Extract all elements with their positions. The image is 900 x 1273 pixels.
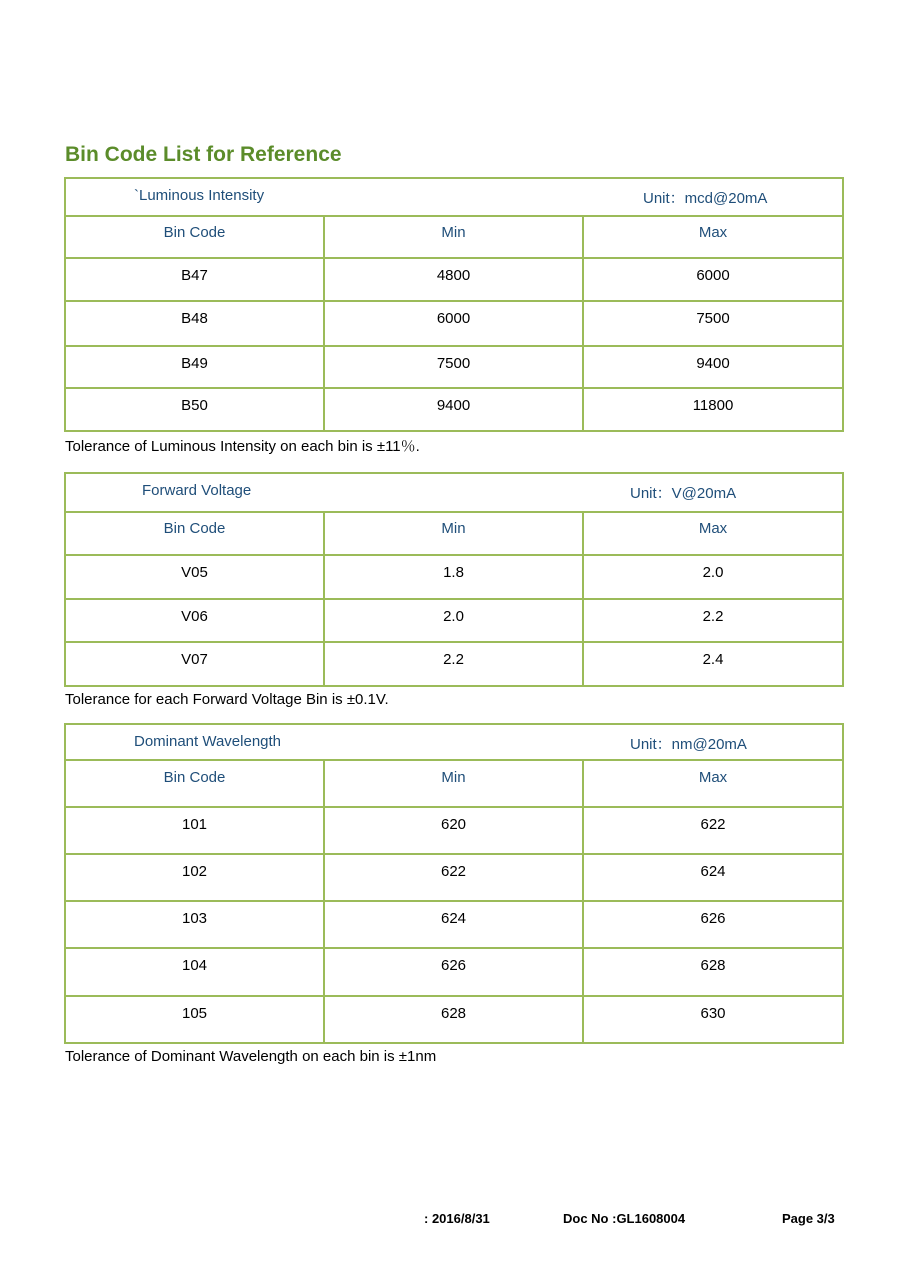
min-cell: 624 bbox=[324, 901, 583, 948]
table-row bbox=[65, 854, 843, 901]
min-cell: 628 bbox=[324, 996, 583, 1043]
bin-code-cell: B47 bbox=[65, 258, 324, 301]
min-cell: 6000 bbox=[324, 301, 583, 346]
dominant-wavelength-table bbox=[64, 723, 844, 1044]
bin-code-cell: V06 bbox=[65, 599, 324, 642]
min-cell: 622 bbox=[324, 854, 583, 901]
min-cell: 4800 bbox=[324, 258, 583, 301]
footer-doc-no: Doc No :GL1608004 bbox=[563, 1211, 686, 1226]
bin-code-cell: 103 bbox=[65, 901, 324, 948]
max-cell: 2.0 bbox=[583, 555, 843, 599]
max-cell: 2.2 bbox=[583, 599, 843, 642]
min-cell: 1.8 bbox=[324, 555, 583, 599]
table-row bbox=[65, 948, 843, 996]
column-header-max: Max bbox=[583, 216, 843, 258]
max-cell: 9400 bbox=[583, 346, 843, 388]
bin-code-cell: 101 bbox=[65, 807, 324, 854]
min-cell: 9400 bbox=[324, 388, 583, 431]
luminous-intensity-table bbox=[64, 177, 844, 432]
column-header-bin-code: Bin Code bbox=[65, 512, 324, 555]
table-header-cell bbox=[65, 473, 843, 512]
max-cell: 622 bbox=[583, 807, 843, 854]
table-header-cell bbox=[65, 724, 843, 760]
table-row bbox=[65, 258, 843, 301]
table-row bbox=[65, 642, 843, 686]
column-header-min: Min bbox=[324, 760, 583, 807]
min-cell: 2.2 bbox=[324, 642, 583, 686]
tolerance-note-wavelength: Tolerance of Dominant Wavelength on each bin is ±1nm bbox=[65, 1048, 437, 1065]
bin-code-cell: 102 bbox=[65, 854, 324, 901]
column-header-min: Min bbox=[324, 216, 583, 258]
table-row bbox=[65, 807, 843, 854]
min-cell: 620 bbox=[324, 807, 583, 854]
column-header-bin-code: Bin Code bbox=[65, 216, 324, 258]
table-row bbox=[65, 996, 843, 1043]
column-header-max: Max bbox=[583, 512, 843, 555]
table-row bbox=[65, 388, 843, 431]
bin-code-cell: V07 bbox=[65, 642, 324, 686]
table-row bbox=[65, 599, 843, 642]
footer-page-number: Page 3/3 bbox=[782, 1211, 835, 1226]
max-cell: 628 bbox=[583, 948, 843, 996]
column-header-bin-code: Bin Code bbox=[65, 760, 324, 807]
table-name: `Luminous Intensity bbox=[134, 187, 265, 204]
table-name: Dominant Wavelength bbox=[134, 733, 282, 750]
tolerance-note-luminous: Tolerance of Luminous Intensity on each bin is ±11％. bbox=[65, 438, 420, 455]
max-cell: 624 bbox=[583, 854, 843, 901]
table-row bbox=[65, 555, 843, 599]
column-header-row bbox=[65, 216, 843, 258]
column-header-max: Max bbox=[583, 760, 843, 807]
min-cell: 2.0 bbox=[324, 599, 583, 642]
tolerance-note-voltage: Tolerance for each Forward Voltage Bin is ±0.1V. bbox=[65, 691, 389, 708]
max-cell: 626 bbox=[583, 901, 843, 948]
bin-code-cell: B50 bbox=[65, 388, 324, 431]
table-row bbox=[65, 301, 843, 346]
table-name: Forward Voltage bbox=[142, 482, 252, 499]
bin-code-cell: B49 bbox=[65, 346, 324, 388]
bin-code-cell: 105 bbox=[65, 996, 324, 1043]
column-header-row bbox=[65, 760, 843, 807]
table-unit: Unit：V@20mA bbox=[630, 485, 737, 502]
page-title: Bin Code List for Reference bbox=[65, 143, 342, 166]
forward-voltage-table bbox=[64, 472, 844, 687]
max-cell: 7500 bbox=[583, 301, 843, 346]
table-row bbox=[65, 901, 843, 948]
bin-code-cell: V05 bbox=[65, 555, 324, 599]
footer-date: : 2016/8/31 bbox=[424, 1211, 490, 1226]
column-header-row bbox=[65, 512, 843, 555]
table-unit: Unit：mcd@20mA bbox=[643, 190, 768, 207]
max-cell: 6000 bbox=[583, 258, 843, 301]
table-header-cell bbox=[65, 178, 843, 216]
table-unit: Unit：nm@20mA bbox=[630, 736, 747, 753]
column-header-min: Min bbox=[324, 512, 583, 555]
bin-code-cell: 104 bbox=[65, 948, 324, 996]
min-cell: 626 bbox=[324, 948, 583, 996]
max-cell: 630 bbox=[583, 996, 843, 1043]
bin-code-cell: B48 bbox=[65, 301, 324, 346]
min-cell: 7500 bbox=[324, 346, 583, 388]
max-cell: 2.4 bbox=[583, 642, 843, 686]
max-cell: 11800 bbox=[583, 388, 843, 431]
table-row bbox=[65, 346, 843, 388]
